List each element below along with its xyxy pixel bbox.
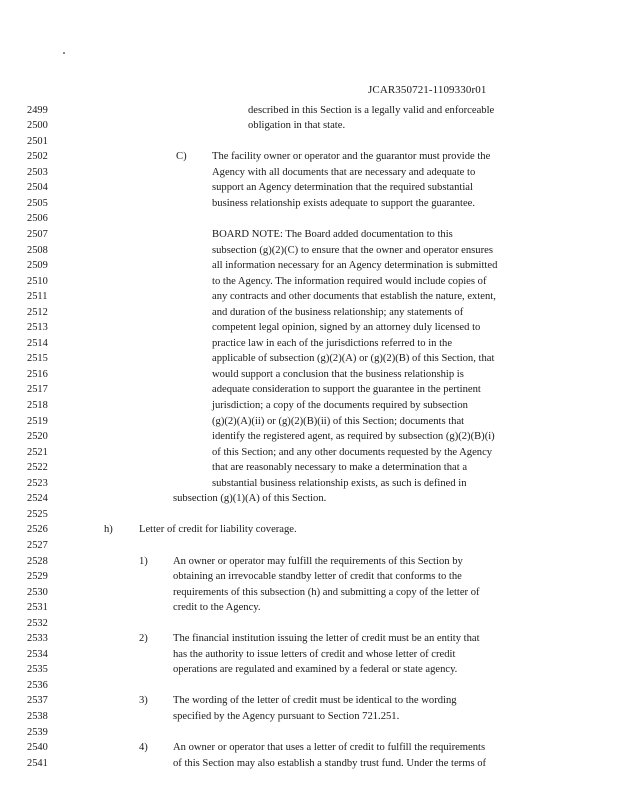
document-line bbox=[0, 524, 618, 537]
line-number: 2533 bbox=[27, 633, 48, 645]
document-line bbox=[0, 758, 618, 771]
line-number: 2501 bbox=[27, 135, 48, 147]
line-text: has the authority to issue letters of credit and whose letter of credit bbox=[173, 648, 456, 660]
line-text: to the Agency. The information required would include copies of bbox=[212, 275, 487, 287]
line-text: of this Section may also establish a standby trust fund. Under the terms of bbox=[173, 757, 487, 769]
document-line bbox=[0, 587, 618, 600]
document-line bbox=[0, 120, 618, 133]
line-number: 2505 bbox=[27, 197, 48, 209]
line-text: credit to the Agency. bbox=[173, 602, 261, 614]
line-number: 2506 bbox=[27, 213, 48, 225]
line-text: An owner or operator that uses a letter of credit to fulfill the requirements bbox=[173, 742, 486, 754]
line-text: The financial institution issuing the letter of credit must be an entity that bbox=[173, 633, 480, 645]
line-number: 2507 bbox=[27, 228, 48, 240]
line-number: 2516 bbox=[27, 368, 48, 380]
line-text: competent legal opinion, signed by an attorney duly licensed to bbox=[212, 322, 481, 334]
line-text: BOARD NOTE: The Board added documentation to this bbox=[212, 228, 453, 240]
document-line bbox=[0, 680, 618, 693]
line-text: (g)(2)(A)(ii) or (g)(2)(B)(ii) of this Section; documents that bbox=[212, 415, 465, 427]
line-text: Agency with all documents that are necessary and adequate to bbox=[212, 166, 476, 178]
document-line bbox=[0, 431, 618, 444]
document-line bbox=[0, 384, 618, 397]
line-number: 2519 bbox=[27, 415, 48, 427]
document-line bbox=[0, 540, 618, 553]
document-line bbox=[0, 322, 618, 335]
document-line bbox=[0, 307, 618, 320]
line-number: 2536 bbox=[27, 679, 48, 691]
document-line bbox=[0, 602, 618, 615]
line-text: An owner or operator may fulfill the requirements of this Section by bbox=[173, 555, 463, 567]
subsection-marker: 4) bbox=[139, 742, 148, 754]
line-text: described in this Section is a legally valid and enforceable bbox=[248, 104, 495, 116]
line-text: would support a conclusion that the business relationship is bbox=[212, 368, 464, 380]
line-number: 2521 bbox=[27, 446, 48, 458]
document-line bbox=[0, 571, 618, 584]
line-text: any contracts and other documents that establish the nature, extent, bbox=[212, 291, 496, 303]
line-text: support an Agency determination that the required substantial bbox=[212, 182, 473, 194]
document-line bbox=[0, 556, 618, 569]
line-number: 2540 bbox=[27, 742, 48, 754]
document-line bbox=[0, 276, 618, 289]
document-line bbox=[0, 291, 618, 304]
line-number: 2518 bbox=[27, 399, 48, 411]
line-number: 2513 bbox=[27, 322, 48, 334]
line-number: 2523 bbox=[27, 477, 48, 489]
document-line bbox=[0, 136, 618, 149]
line-text: business relationship exists adequate to support the guarantee. bbox=[212, 197, 476, 209]
document-line bbox=[0, 260, 618, 273]
line-number: 2509 bbox=[27, 260, 48, 271]
line-text: identify the registered agent, as required by subsection (g)(2)(B)(i) bbox=[212, 431, 495, 443]
line-text: obligation in that state. bbox=[248, 120, 346, 131]
line-text: operations are regulated and examined by a federal or state agency. bbox=[173, 664, 458, 676]
document-line bbox=[0, 664, 618, 677]
line-number: 2530 bbox=[27, 586, 48, 598]
line-text: of this Section; and any other documents requested by the Agency bbox=[212, 446, 493, 458]
line-number: 2541 bbox=[27, 757, 48, 769]
line-number: 2520 bbox=[27, 431, 48, 443]
document-line bbox=[0, 369, 618, 382]
document-line bbox=[0, 400, 618, 413]
subsection-marker: h) bbox=[104, 524, 113, 536]
line-text: that are reasonably necessary to make a determination that a bbox=[212, 462, 468, 474]
document-line bbox=[0, 198, 618, 211]
line-number: 2527 bbox=[27, 539, 48, 551]
document-line bbox=[0, 338, 618, 351]
line-number: 2504 bbox=[27, 182, 48, 194]
line-number: 2529 bbox=[27, 571, 48, 582]
document-line bbox=[0, 151, 618, 164]
scan-speck bbox=[63, 52, 65, 54]
subsection-marker: 3) bbox=[139, 695, 148, 707]
line-number: 2528 bbox=[27, 555, 48, 567]
line-text: applicable of subsection (g)(2)(A) or (g)(2)(B) of this Section, that bbox=[212, 353, 495, 365]
line-number: 2537 bbox=[27, 695, 48, 707]
line-text: jurisdiction; a copy of the documents required by subsection bbox=[212, 399, 468, 411]
document-line bbox=[0, 649, 618, 662]
line-text: and duration of the business relationship; any statements of bbox=[212, 306, 464, 318]
document-line bbox=[0, 105, 618, 118]
document-line bbox=[0, 633, 618, 646]
line-text: specified by the Agency pursuant to Section 721.251. bbox=[173, 711, 400, 722]
document-line bbox=[0, 447, 618, 460]
line-text: substantial business relationship exists, as such is defined in bbox=[212, 477, 467, 489]
subsection-marker: 1) bbox=[139, 555, 148, 567]
document-line bbox=[0, 509, 618, 522]
document-line bbox=[0, 618, 618, 631]
line-number: 2535 bbox=[27, 664, 48, 676]
line-text: The facility owner or operator and the guarantor must provide the bbox=[212, 151, 491, 163]
document-line bbox=[0, 695, 618, 708]
line-text: subsection (g)(1)(A) of this Section. bbox=[173, 493, 327, 505]
line-number: 2539 bbox=[27, 726, 48, 738]
document-line bbox=[0, 493, 618, 506]
line-number: 2515 bbox=[27, 353, 48, 365]
subsection-marker: C) bbox=[176, 151, 187, 163]
document-line bbox=[0, 167, 618, 180]
line-number: 2500 bbox=[27, 120, 48, 131]
document-line bbox=[0, 462, 618, 475]
document-line bbox=[0, 245, 618, 258]
document-line bbox=[0, 229, 618, 242]
line-number: 2531 bbox=[27, 602, 48, 614]
line-text: Letter of credit for liability coverage. bbox=[139, 524, 297, 536]
document-line bbox=[0, 182, 618, 195]
document-line bbox=[0, 353, 618, 366]
document-line bbox=[0, 416, 618, 429]
line-number: 2508 bbox=[27, 244, 48, 256]
line-number: 2532 bbox=[27, 617, 48, 629]
line-number: 2524 bbox=[27, 493, 48, 505]
document-line bbox=[0, 742, 618, 755]
line-number: 2538 bbox=[27, 711, 48, 722]
line-text: all information necessary for an Agency determination is submitted bbox=[212, 260, 498, 271]
line-number: 2517 bbox=[27, 384, 48, 396]
line-number: 2511 bbox=[27, 291, 48, 303]
subsection-marker: 2) bbox=[139, 633, 148, 645]
line-number: 2503 bbox=[27, 166, 48, 178]
line-number: 2526 bbox=[27, 524, 48, 536]
line-text: The wording of the letter of credit must be identical to the wording bbox=[173, 695, 457, 707]
document-line bbox=[0, 478, 618, 491]
line-text: adequate consideration to support the guarantee in the pertinent bbox=[212, 384, 481, 396]
document-line bbox=[0, 727, 618, 740]
line-text: obtaining an irrevocable standby letter of credit that conforms to the bbox=[173, 571, 462, 582]
line-number: 2512 bbox=[27, 306, 48, 318]
document-line bbox=[0, 711, 618, 724]
line-number: 2534 bbox=[27, 648, 48, 660]
document-id: JCAR350721-1109330r01 bbox=[368, 84, 487, 96]
line-number: 2499 bbox=[27, 104, 48, 116]
document-line bbox=[0, 213, 618, 226]
line-text: subsection (g)(2)(C) to ensure that the owner and operator ensures bbox=[212, 244, 493, 256]
line-text: practice law in each of the jurisdictions referred to in the bbox=[212, 337, 453, 349]
line-text: requirements of this subsection (h) and submitting a copy of the letter of bbox=[173, 586, 480, 598]
line-number: 2510 bbox=[27, 275, 48, 287]
line-number: 2502 bbox=[27, 151, 48, 163]
line-number: 2522 bbox=[27, 462, 48, 474]
line-number: 2514 bbox=[27, 337, 48, 349]
line-number: 2525 bbox=[27, 508, 48, 520]
